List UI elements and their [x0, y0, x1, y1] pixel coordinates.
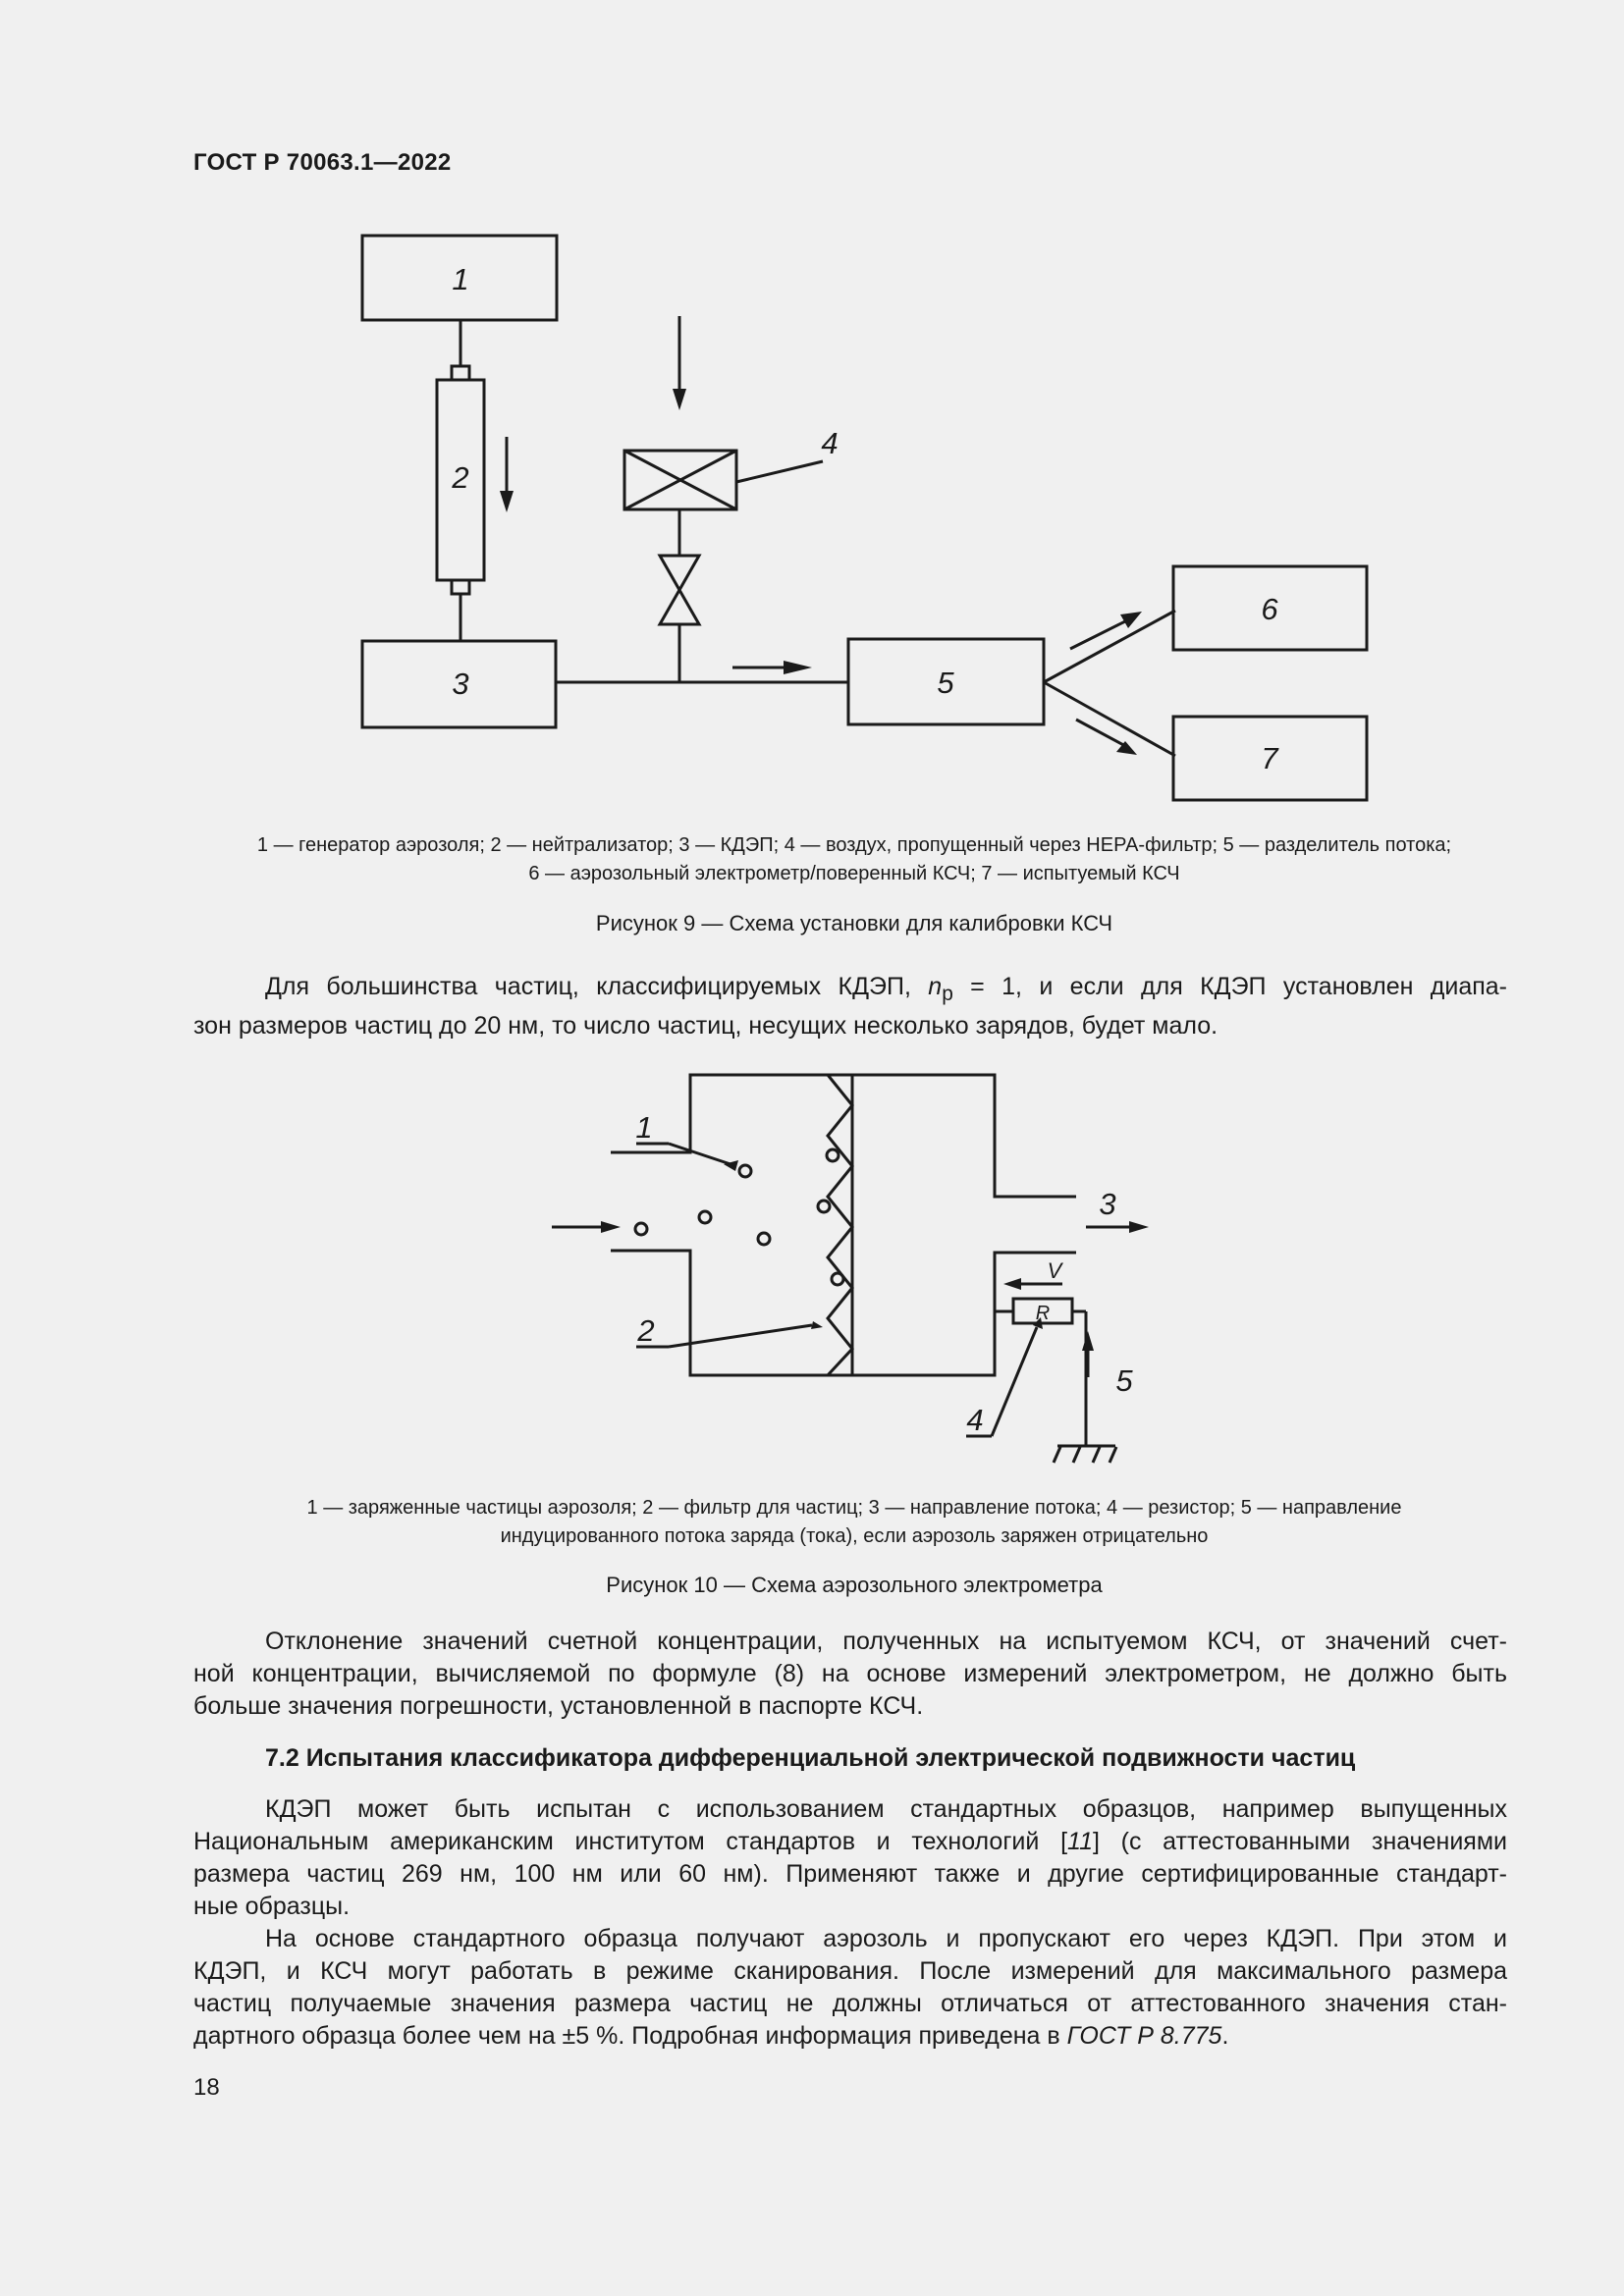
paragraph-dma-test: КДЭП может быть испытан с использованием стандартных образцов, например выпущенных Национальным американским институтом стандартов и технологий [11] (с аттестованными значениями размера частиц 269 нм, 100 нм или 60 нм). Применяют также и другие сертифицированные стандарт- ные образцы. [193, 1795, 1507, 1920]
page-number: 18 [193, 2074, 220, 2101]
label-7: 7 [1261, 741, 1278, 775]
reference-gost-8-775: ГОСТ Р 8.775 [1066, 2022, 1222, 2050]
label-4: 4 [821, 426, 839, 460]
label-3: 3 [452, 667, 469, 701]
fig10-label-4: 4 [966, 1403, 984, 1437]
paragraph-standard-sample: На основе стандартного образца получают аэрозоль и пропускают его через КДЭП. При этом и КДЭП, и КСЧ могут работать в режиме сканирования. После измерений для максимального размера частиц получаемые значения размера частиц не должны отличаться от аттестованного значения стан- дартного образца более чем на ±5 %. Подробная информация приведена в ГОСТ Р 8.775. [193, 1925, 1507, 2050]
fig10-label-5: 5 [1115, 1363, 1133, 1398]
label-6: 6 [1261, 592, 1278, 626]
document-header: ГОСТ Р 70063.1—2022 [193, 149, 452, 176]
valve [660, 556, 699, 624]
paragraph-multiple-charges: Для большинства частиц, классифицируемых КДЭП, $n_р = 1$, и если для КДЭП установлен диапа- зон размеров частиц до 20 нм, то число частиц, несущих несколько зарядов, будет мало. [193, 973, 1508, 1040]
symbol-n: n [928, 973, 943, 1000]
figure-9-legend-line-2: 6 — аэрозольный электрометр/поверенный КСЧ; 7 — испытуемый КСЧ [528, 863, 1180, 884]
paragraph-deviation: Отклонение значений счетной концентрации, полученных на испытуемом КСЧ, от значений счет- ной концентрации, вычисляемой по формуле (8) на основе измерений электрометром, не должно быть больше значения погрешности, установленной в паспорте КСЧ. [193, 1628, 1507, 1720]
symbol-n-subscript: р [942, 983, 953, 1005]
figure-9-diagram [0, 216, 1624, 825]
figure-10-legend-line-1: 1 — заряженные частицы аэрозоля; 2 — фильтр для частиц; 3 — направление потока; 4 — резистор; 5 — направление [306, 1497, 1402, 1519]
fig10-label-3: 3 [1099, 1187, 1116, 1221]
figure-9-legend [187, 831, 1522, 888]
figure-10-caption: Рисунок 10 — Схема аэрозольного электрометра [606, 1573, 1103, 1597]
label-5: 5 [937, 666, 954, 700]
particle-filter [828, 1075, 852, 1375]
figure-10-legend [187, 1494, 1522, 1551]
figure-10-diagram [0, 1060, 1624, 1492]
reference-11: 11 [1067, 1828, 1093, 1855]
section-heading-7-2: 7.2 Испытания классификатора дифференциальной электрической подвижности частиц [265, 1744, 1356, 1772]
fig10-label-v: V [1047, 1258, 1062, 1283]
fig10-label-r: R [1035, 1303, 1051, 1324]
fig10-label-1: 1 [635, 1110, 653, 1145]
label-2: 2 [452, 460, 469, 495]
label-1: 1 [452, 262, 469, 296]
figure-9-legend-line-1: 1 — генератор аэрозоля; 2 — нейтрализатор; 3 — КДЭП; 4 — воздух, пропущенный через НЕРА-фильтр; 5 — разделитель потока; [256, 834, 1452, 856]
fig10-label-2: 2 [637, 1313, 655, 1348]
figure-10-legend-line-2: индуцированного потока заряда (тока), если аэрозоль заряжен отрицательно [500, 1525, 1209, 1547]
figure-9-caption: Рисунок 9 — Схема установки для калибровки КСЧ [595, 911, 1113, 935]
